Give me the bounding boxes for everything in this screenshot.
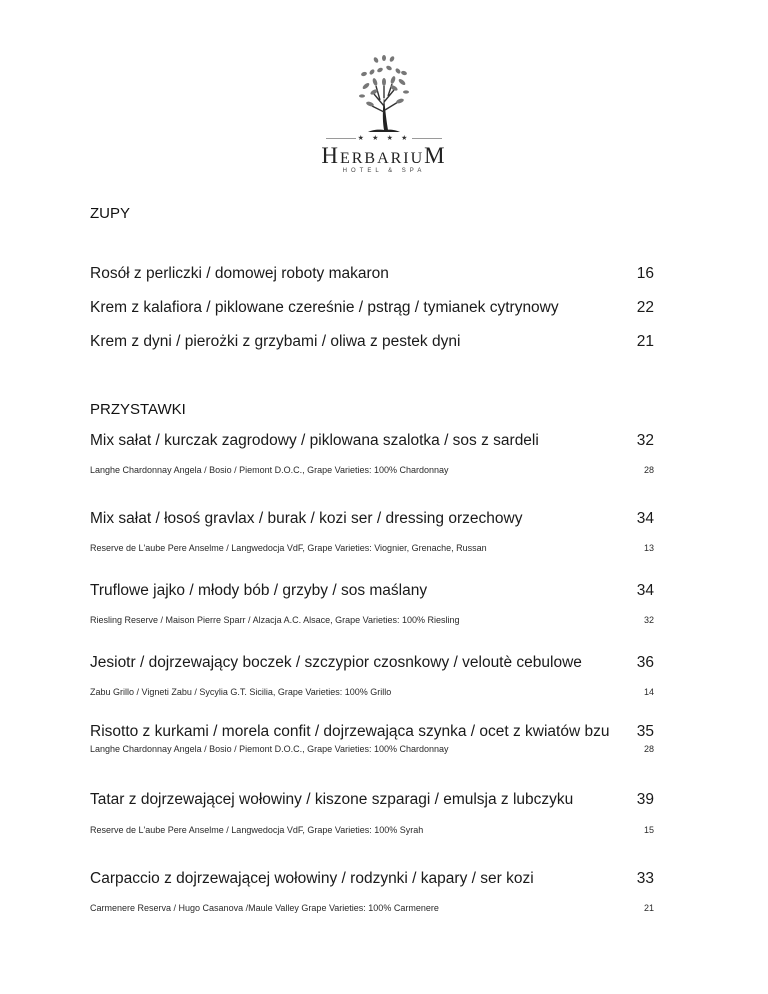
wine-price: 15 xyxy=(643,825,654,835)
menu-item-name: Tatar z dojrzewającej wołowiny / kiszone szparagi / emulsja z lubczyku xyxy=(90,791,574,808)
wine-price: 28 xyxy=(643,465,654,475)
hotel-name: HerbariuM xyxy=(321,143,447,168)
section-title-zupy: ZUPY xyxy=(90,205,131,222)
wine-pairing: Langhe Chardonnay Angela / Bosio / Piemont D.O.C., Grape Varieties: 100% Chardonnay xyxy=(90,465,449,475)
wine-price: 14 xyxy=(643,687,654,697)
wine-pairing: Carmenere Reserva / Hugo Casanova /Maule Valley Grape Varieties: 100% Carmenere xyxy=(90,903,439,913)
menu-item-price: 22 xyxy=(636,299,654,316)
menu-item-name: Truflowe jajko / młody bób / grzyby / sos maślany xyxy=(90,582,428,599)
menu-item-name: Krem z kalafiora / piklowane czereśnie / pstrąg / tymianek cytrynowy xyxy=(90,299,559,316)
menu-item-price: 39 xyxy=(636,791,654,808)
menu-item-name: Jesiotr / dojrzewający boczek / szczypior czosnkowy / veloutè cebulowe xyxy=(90,654,582,671)
menu-item-price: 35 xyxy=(636,723,654,740)
menu-item-price: 34 xyxy=(636,510,654,527)
menu-item-price: 16 xyxy=(636,265,654,282)
wine-pairing: Langhe Chardonnay Angela / Bosio / Piemont D.O.C., Grape Varieties: 100% Chardonnay xyxy=(90,744,449,754)
section-title-przystawki: PRZYSTAWKI xyxy=(90,401,186,418)
wine-price: 28 xyxy=(643,744,654,754)
wine-price: 32 xyxy=(643,615,654,625)
wine-pairing: Reserve de L'aube Pere Anselme / Langwedocja VdF, Grape Varieties: 100% Syrah xyxy=(90,825,424,835)
menu-item-name: Carpaccio z dojrzewającej wołowiny / rodzynki / kapary / ser kozi xyxy=(90,870,534,887)
menu-item-name: Mix sałat / łosoś gravlax / burak / kozi ser / dressing orzechowy xyxy=(90,510,523,527)
hotel-logo xyxy=(0,46,768,132)
menu-item-name: Mix sałat / kurczak zagrodowy / piklowana szalotka / sos z sardeli xyxy=(90,432,539,449)
hotel-stars: ★ ★ ★ ★ xyxy=(357,134,411,142)
wine-price: 13 xyxy=(643,543,654,553)
menu-item-price: 34 xyxy=(636,582,654,599)
menu-item-price: 21 xyxy=(636,333,654,350)
menu-item-name: Krem z dyni / pierożki z grzybami / oliwa z pestek dyni xyxy=(90,333,461,350)
menu-item-price: 33 xyxy=(636,870,654,887)
menu-item-name: Risotto z kurkami / morela confit / dojrzewająca szynka / ocet z kwiatów bzu xyxy=(90,723,610,740)
menu-item-name: Rosół z perliczki / domowej roboty makaron xyxy=(90,265,389,282)
menu-item-price: 32 xyxy=(636,432,654,449)
wine-pairing: Zabu Grillo / Vigneti Zabu / Sycylia G.T. Sicilia, Grape Varieties: 100% Grillo xyxy=(90,687,392,697)
wine-pairing: Riesling Reserve / Maison Pierre Sparr / Alzacja A.C. Alsace, Grape Varieties: 100% Riesling xyxy=(90,615,460,625)
tree-icon xyxy=(344,46,424,132)
hotel-subtitle: HOTEL & SPA xyxy=(342,168,426,174)
wine-price: 21 xyxy=(643,903,654,913)
menu-item-price: 36 xyxy=(636,654,654,671)
wine-pairing: Reserve de L'aube Pere Anselme / Langwedocja VdF, Grape Varieties: Viognier, Grenache, Russan xyxy=(90,543,487,553)
